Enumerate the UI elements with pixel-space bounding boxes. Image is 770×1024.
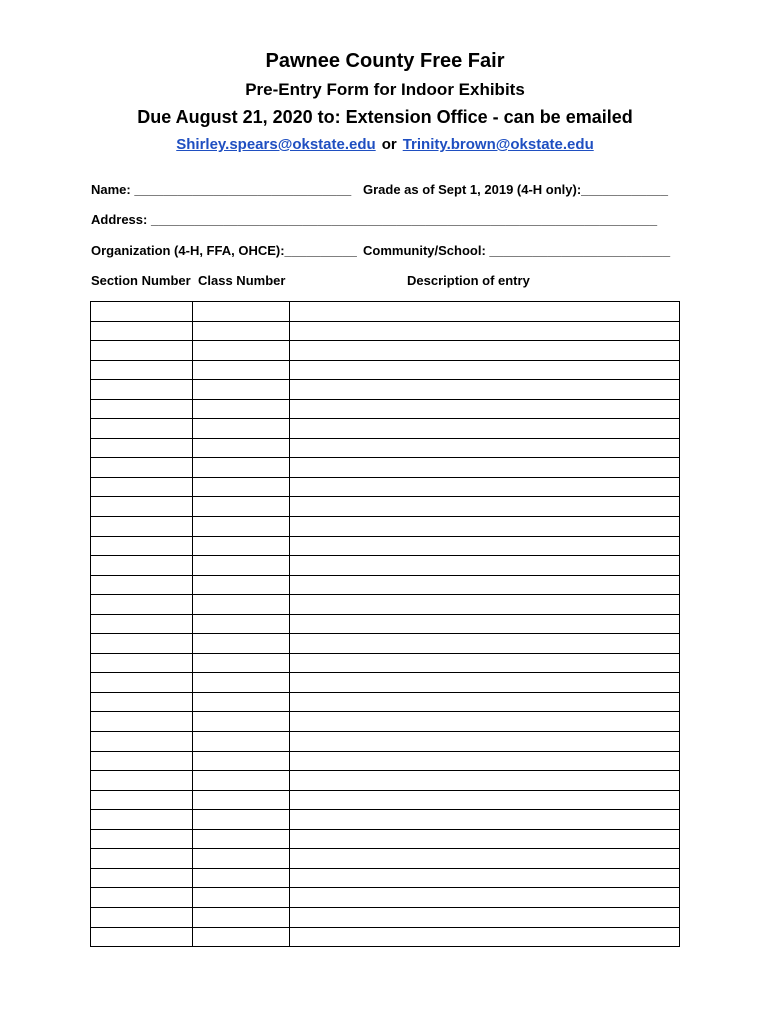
section-number-cell[interactable] xyxy=(91,614,193,634)
organization-field[interactable]: Organization (4-H, FFA, OHCE):__________ xyxy=(91,243,357,258)
class-number-cell[interactable] xyxy=(193,517,290,537)
section-number-cell[interactable] xyxy=(91,556,193,576)
class-number-cell[interactable] xyxy=(193,360,290,380)
table-row xyxy=(91,536,680,556)
section-number-cell[interactable] xyxy=(91,595,193,615)
email-line xyxy=(0,136,770,153)
table-row xyxy=(91,868,680,888)
section-number-cell[interactable] xyxy=(91,810,193,830)
class-number-cell[interactable] xyxy=(193,380,290,400)
section-number-cell[interactable] xyxy=(91,458,193,478)
form-subtitle: Pre-Entry Form for Indoor Exhibits xyxy=(245,80,525,99)
description-cell[interactable] xyxy=(290,771,680,791)
table-row xyxy=(91,302,680,322)
class-number-cell[interactable] xyxy=(193,849,290,869)
table-row xyxy=(91,399,680,419)
table-row xyxy=(91,458,680,478)
description-cell[interactable] xyxy=(290,321,680,341)
class-number-cell[interactable] xyxy=(193,829,290,849)
table-row xyxy=(91,321,680,341)
description-cell[interactable] xyxy=(290,497,680,517)
section-number-cell[interactable] xyxy=(91,927,193,947)
section-number-cell[interactable] xyxy=(91,360,193,380)
table-row xyxy=(91,907,680,927)
column-header-section-number: Section Number xyxy=(91,273,191,288)
class-number-cell[interactable] xyxy=(193,751,290,771)
table-row xyxy=(91,360,680,380)
description-cell[interactable] xyxy=(290,634,680,654)
entries-table-body xyxy=(91,302,680,947)
description-cell[interactable] xyxy=(290,907,680,927)
section-number-cell[interactable] xyxy=(91,536,193,556)
class-number-cell[interactable] xyxy=(193,673,290,693)
class-number-cell[interactable] xyxy=(193,595,290,615)
section-number-cell[interactable] xyxy=(91,653,193,673)
table-row xyxy=(91,556,680,576)
fair-title: Pawnee County Free Fair xyxy=(265,50,505,72)
grade-field[interactable]: Grade as of Sept 1, 2019 (4-H only):____________ xyxy=(363,182,668,197)
description-cell[interactable] xyxy=(290,419,680,439)
class-number-cell[interactable] xyxy=(193,458,290,478)
table-row xyxy=(91,888,680,908)
email-separator: or xyxy=(381,136,397,153)
section-number-cell[interactable] xyxy=(91,302,193,322)
section-number-cell[interactable] xyxy=(91,790,193,810)
section-number-cell[interactable] xyxy=(91,517,193,537)
description-cell[interactable] xyxy=(290,380,680,400)
table-row xyxy=(91,790,680,810)
table-row xyxy=(91,595,680,615)
class-number-cell[interactable] xyxy=(193,653,290,673)
class-number-cell[interactable] xyxy=(193,302,290,322)
description-cell[interactable] xyxy=(290,868,680,888)
class-number-cell[interactable] xyxy=(193,419,290,439)
table-row xyxy=(91,614,680,634)
description-cell[interactable] xyxy=(290,536,680,556)
class-number-cell[interactable] xyxy=(193,712,290,732)
table-row xyxy=(91,673,680,693)
description-cell[interactable] xyxy=(290,712,680,732)
email-link-trinity[interactable]: Trinity.brown@okstate.edu xyxy=(402,136,594,153)
table-row xyxy=(91,829,680,849)
table-row xyxy=(91,497,680,517)
description-cell[interactable] xyxy=(290,360,680,380)
class-number-cell[interactable] xyxy=(193,536,290,556)
table-row xyxy=(91,692,680,712)
table-row xyxy=(91,575,680,595)
entries-table xyxy=(90,301,680,947)
table-row xyxy=(91,712,680,732)
description-cell[interactable] xyxy=(290,575,680,595)
section-number-cell[interactable] xyxy=(91,771,193,791)
table-row xyxy=(91,438,680,458)
table-row xyxy=(91,927,680,947)
section-number-cell[interactable] xyxy=(91,575,193,595)
class-number-cell[interactable] xyxy=(193,868,290,888)
table-row xyxy=(91,517,680,537)
class-number-cell[interactable] xyxy=(193,692,290,712)
section-number-cell[interactable] xyxy=(91,751,193,771)
description-cell[interactable] xyxy=(290,810,680,830)
class-number-cell[interactable] xyxy=(193,634,290,654)
class-number-cell[interactable] xyxy=(193,321,290,341)
description-cell[interactable] xyxy=(290,595,680,615)
class-number-cell[interactable] xyxy=(193,477,290,497)
class-number-cell[interactable] xyxy=(193,790,290,810)
class-number-cell[interactable] xyxy=(193,927,290,947)
section-number-cell[interactable] xyxy=(91,712,193,732)
class-number-cell[interactable] xyxy=(193,399,290,419)
description-cell[interactable] xyxy=(290,927,680,947)
class-number-cell[interactable] xyxy=(193,810,290,830)
column-header-description: Description of entry xyxy=(407,273,530,288)
community-school-field[interactable]: Community/School: _________________________ xyxy=(363,243,671,258)
table-row xyxy=(91,341,680,361)
email-link-shirley[interactable]: Shirley.spears@okstate.edu xyxy=(176,136,376,153)
class-number-cell[interactable] xyxy=(193,614,290,634)
section-number-cell[interactable] xyxy=(91,868,193,888)
description-cell[interactable] xyxy=(290,732,680,752)
description-cell[interactable] xyxy=(290,849,680,869)
description-cell[interactable] xyxy=(290,458,680,478)
class-number-cell[interactable] xyxy=(193,556,290,576)
class-number-cell[interactable] xyxy=(193,497,290,517)
description-cell[interactable] xyxy=(290,556,680,576)
section-number-cell[interactable] xyxy=(91,692,193,712)
table-row xyxy=(91,810,680,830)
section-number-cell[interactable] xyxy=(91,829,193,849)
class-number-cell[interactable] xyxy=(193,438,290,458)
class-number-cell[interactable] xyxy=(193,732,290,752)
section-number-cell[interactable] xyxy=(91,321,193,341)
description-cell[interactable] xyxy=(290,477,680,497)
description-cell[interactable] xyxy=(290,302,680,322)
table-row xyxy=(91,380,680,400)
section-number-cell[interactable] xyxy=(91,907,193,927)
description-cell[interactable] xyxy=(290,829,680,849)
section-number-cell[interactable] xyxy=(91,634,193,654)
section-number-cell[interactable] xyxy=(91,438,193,458)
table-row xyxy=(91,751,680,771)
section-number-cell[interactable] xyxy=(91,419,193,439)
description-cell[interactable] xyxy=(290,790,680,810)
description-cell[interactable] xyxy=(290,341,680,361)
class-number-cell[interactable] xyxy=(193,575,290,595)
description-cell[interactable] xyxy=(290,653,680,673)
description-cell[interactable] xyxy=(290,751,680,771)
table-row xyxy=(91,653,680,673)
description-cell[interactable] xyxy=(290,517,680,537)
class-number-cell[interactable] xyxy=(193,341,290,361)
column-header-class-number: Class Number xyxy=(198,273,286,288)
description-cell[interactable] xyxy=(290,673,680,693)
description-cell[interactable] xyxy=(290,614,680,634)
class-number-cell[interactable] xyxy=(193,771,290,791)
section-number-cell[interactable] xyxy=(91,399,193,419)
table-row xyxy=(91,771,680,791)
description-cell[interactable] xyxy=(290,399,680,419)
section-number-cell[interactable] xyxy=(91,477,193,497)
table-row xyxy=(91,634,680,654)
table-row xyxy=(91,849,680,869)
description-cell[interactable] xyxy=(290,888,680,908)
due-date-line: Due August 21, 2020 to: Extension Office - can be emailed xyxy=(137,107,633,127)
section-number-cell[interactable] xyxy=(91,888,193,908)
class-number-cell[interactable] xyxy=(193,888,290,908)
section-number-cell[interactable] xyxy=(91,732,193,752)
address-field[interactable]: Address: ______________________________________________________________________ xyxy=(91,212,658,227)
description-cell[interactable] xyxy=(290,438,680,458)
section-number-cell[interactable] xyxy=(91,497,193,517)
table-row xyxy=(91,419,680,439)
section-number-cell[interactable] xyxy=(91,673,193,693)
name-field[interactable]: Name: ______________________________ xyxy=(91,182,352,197)
section-number-cell[interactable] xyxy=(91,849,193,869)
class-number-cell[interactable] xyxy=(193,907,290,927)
description-cell[interactable] xyxy=(290,692,680,712)
section-number-cell[interactable] xyxy=(91,341,193,361)
table-row xyxy=(91,732,680,752)
table-row xyxy=(91,477,680,497)
section-number-cell[interactable] xyxy=(91,380,193,400)
